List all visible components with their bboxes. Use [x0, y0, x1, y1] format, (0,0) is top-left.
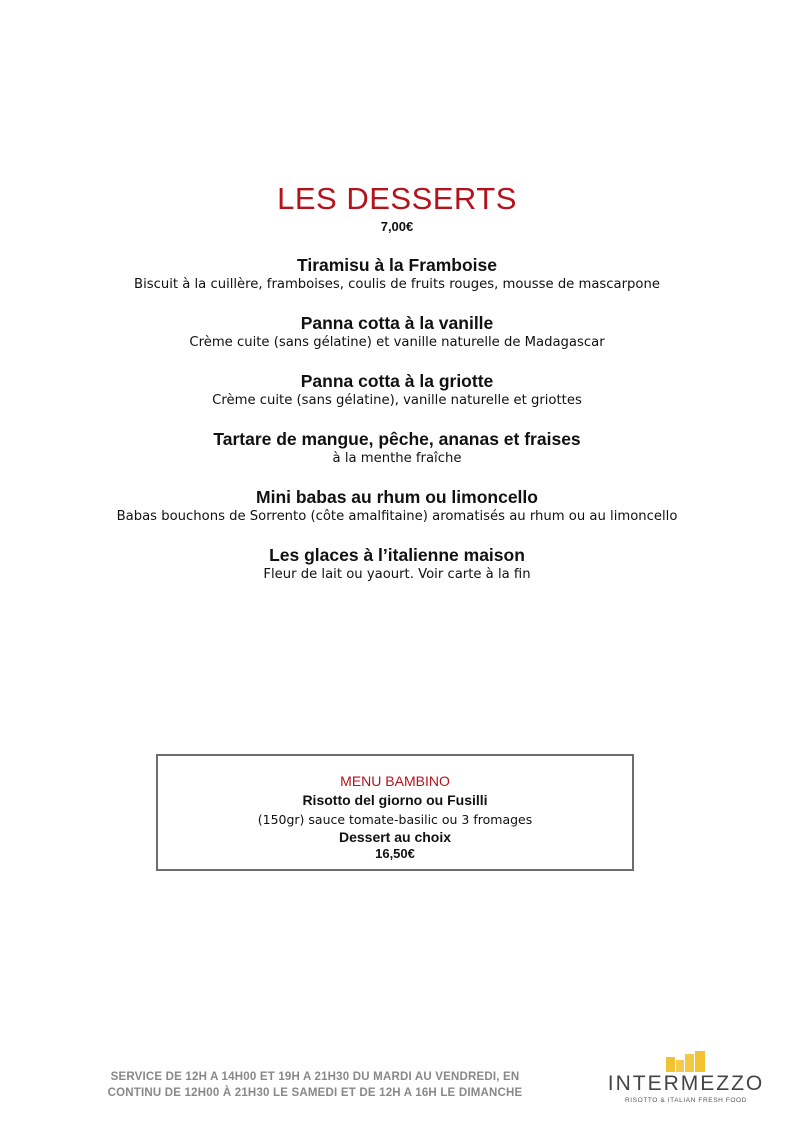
dessert-name: Panna cotta à la vanille	[300, 313, 494, 333]
menu-bambino-title: MENU BAMBINO	[340, 773, 450, 789]
dessert-name: Mini babas au rhum ou limoncello	[256, 487, 538, 507]
list-item	[0, 428, 794, 486]
menu-bambino-detail: (150gr) sauce tomate-basilic ou 3 fromages	[257, 812, 533, 827]
list-item	[0, 486, 794, 544]
dessert-description: Biscuit à la cuillère, framboises, coulis de fruits rouges, mousse de mascarpone	[134, 277, 660, 292]
service-hours-line: CONTINU DE 12H00 À 21H30 LE SAMEDI ET DE 12H A 16H LE DIMANCHE	[107, 1087, 523, 1099]
logo-glasses-icon	[666, 1050, 706, 1072]
logo-name: INTERMEZZO	[607, 1072, 765, 1095]
dessert-name: Panna cotta à la griotte	[300, 371, 494, 391]
list-item	[0, 312, 794, 370]
dessert-description: Babas bouchons de Sorrento (côte amalfitaine) aromatisés au rhum ou au limoncello	[116, 509, 678, 524]
list-item	[0, 544, 794, 602]
dessert-name: Tartare de mangue, pêche, ananas et fraises	[213, 429, 581, 449]
dessert-name: Les glaces à l’italienne maison	[269, 545, 525, 565]
list-item	[0, 254, 794, 312]
intermezzo-logo	[596, 1050, 776, 1110]
dessert-description: Crème cuite (sans gélatine) et vanille naturelle de Madagascar	[189, 335, 605, 350]
dessert-description: Fleur de lait ou yaourt. Voir carte à la fin	[263, 567, 531, 582]
desserts-price: 7,00€	[380, 219, 414, 234]
page-title: LES DESSERTS	[277, 181, 517, 216]
dessert-description: Crème cuite (sans gélatine), vanille naturelle et griottes	[212, 393, 582, 408]
menu-bambino-main: Risotto del giorno ou Fusilli	[302, 792, 488, 808]
menu-bambino-dessert: Dessert au choix	[338, 829, 452, 845]
service-hours-line: SERVICE DE 12H A 14H00 ET 19H A 21H30 DU MARDI AU VENDREDI, EN	[110, 1071, 520, 1083]
list-item	[0, 370, 794, 428]
dessert-name: Tiramisu à la Framboise	[296, 255, 498, 275]
service-hours	[60, 1069, 570, 1101]
desserts-list	[0, 254, 794, 602]
menu-bambino-box	[156, 754, 634, 871]
menu-bambino-price: 16,50€	[375, 846, 415, 861]
dessert-description: à la menthe fraîche	[332, 451, 462, 466]
logo-tagline: RISOTTO & ITALIAN FRESH FOOD	[624, 1097, 747, 1104]
